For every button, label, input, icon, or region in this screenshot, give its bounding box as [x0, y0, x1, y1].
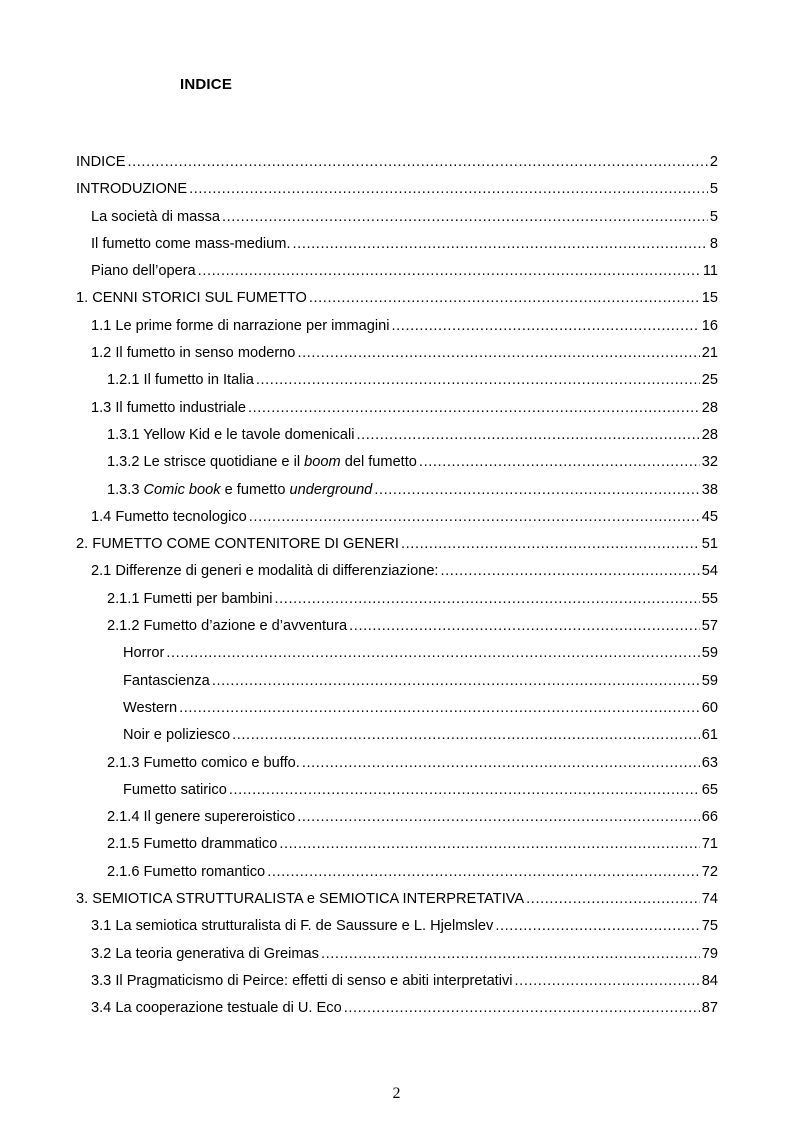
- toc-entry-title: [76, 288, 307, 308]
- toc-entry-title: [123, 698, 177, 718]
- toc-entry-title: [123, 780, 227, 800]
- toc-entry-page: 32: [701, 454, 718, 471]
- toc-title-part: Il fumetto come mass-medium.: [91, 235, 291, 252]
- toc-title-part: 2.1.4 Il genere supereroistico: [107, 809, 296, 826]
- dot-leader: [392, 316, 700, 336]
- toc-title-part: Piano dell’opera: [91, 263, 196, 280]
- dot-leader: [198, 261, 701, 281]
- toc-entry-page: 84: [701, 972, 718, 989]
- toc-entry-page: 8: [709, 235, 718, 252]
- toc-entry-page: 66: [701, 809, 718, 826]
- toc-entry-page: 59: [701, 645, 718, 662]
- toc-entry[interactable]: [76, 753, 718, 780]
- toc-title-part: 2.1.3 Fumetto comico e buffo.: [107, 754, 300, 771]
- toc-entry-title: [91, 998, 342, 1018]
- toc-entry-title: [91, 916, 493, 936]
- toc-entry-title: [107, 862, 265, 882]
- dot-leader: [256, 370, 700, 390]
- toc-entry[interactable]: [76, 698, 718, 725]
- toc-title-part: 2.1.6 Fumetto romantico: [107, 863, 266, 880]
- toc-entry-title: [91, 507, 247, 527]
- toc-entry[interactable]: [76, 343, 718, 370]
- toc-title-part: INTRODUZIONE: [76, 181, 188, 198]
- toc-title-part: 1.3.3: [107, 481, 144, 498]
- page-number: 2: [392, 1085, 401, 1102]
- toc-title-part: Noir e poliziesco: [123, 727, 231, 744]
- toc-entry-page: 57: [701, 618, 718, 635]
- toc-entry-page: 54: [701, 563, 718, 580]
- toc-entry[interactable]: [76, 834, 718, 861]
- toc-entry-title: [107, 370, 254, 390]
- toc-entry[interactable]: [76, 507, 718, 534]
- toc-entry-page: 51: [701, 536, 718, 553]
- toc-entry-page: 15: [701, 290, 718, 307]
- toc-entry[interactable]: [76, 725, 718, 752]
- toc-entry[interactable]: [76, 998, 718, 1025]
- dot-leader: [441, 561, 700, 581]
- toc-title-part: Horror: [123, 645, 165, 662]
- toc-entry-page: 74: [701, 891, 718, 908]
- toc-entry-title: [91, 207, 220, 227]
- toc-entry-title: [107, 753, 300, 773]
- toc-entry-page: 59: [701, 672, 718, 689]
- toc-title-part: del fumetto: [340, 454, 417, 471]
- toc-title-part: INDICE: [76, 154, 126, 170]
- toc-title-part: 1.4 Fumetto tecnologico: [91, 508, 247, 525]
- toc-title-part: boom: [304, 454, 341, 471]
- toc-entry[interactable]: [76, 862, 718, 889]
- toc-title-part: Western: [123, 699, 178, 716]
- dot-leader: [248, 398, 700, 418]
- toc-entry-title: [91, 971, 513, 991]
- toc-title-part: Fumetto satirico: [123, 781, 227, 798]
- toc-entry-title: [91, 944, 319, 964]
- toc-title-part: 1.3.1 Yellow Kid e le tavole domenicali: [107, 426, 355, 443]
- toc-entry[interactable]: [76, 370, 718, 397]
- toc-entry[interactable]: [76, 561, 718, 588]
- toc-title-part: Fantascienza: [123, 672, 210, 689]
- toc-entry-page: 11: [702, 263, 718, 280]
- dot-leader: [321, 944, 700, 964]
- dot-leader: [179, 698, 700, 718]
- toc-entry-page: 55: [701, 590, 718, 607]
- dot-leader: [229, 780, 700, 800]
- toc-entry-title: [107, 480, 372, 500]
- toc-title-part: 2.1.1 Fumetti per bambini: [107, 590, 273, 607]
- toc-entry-title: [76, 889, 524, 909]
- page-title: INDICE: [180, 76, 233, 93]
- dot-leader: [349, 616, 700, 636]
- dot-leader: [232, 725, 700, 745]
- dot-leader: [274, 589, 699, 609]
- toc-title-part: 3.1 La semiotica strutturalista di F. de Saussure e L. Hjelmslev: [91, 918, 494, 935]
- toc-entry-page: 79: [701, 945, 718, 962]
- toc-entry-page: 45: [701, 508, 718, 525]
- toc-entry-title: [123, 671, 210, 691]
- toc-title-part: 2.1 Differenze di generi e modalità di differenziazione:: [91, 563, 439, 580]
- toc-entry-page: 75: [701, 918, 718, 935]
- toc-entry-title: [76, 534, 399, 554]
- toc-entry-title: [107, 807, 295, 827]
- toc-entry-title: [107, 834, 277, 854]
- toc-title-part: 2.1.2 Fumetto d’azione e d’avventura: [107, 618, 348, 635]
- toc-entry-title: [107, 616, 347, 636]
- toc-entry[interactable]: [76, 944, 718, 971]
- toc-entry[interactable]: [76, 207, 718, 234]
- toc-entry-title: [107, 589, 272, 609]
- toc-title-part: Comic book: [143, 481, 221, 498]
- dot-leader: [249, 507, 700, 527]
- toc-entry[interactable]: [76, 807, 718, 834]
- toc-entry-page: 5: [709, 181, 718, 198]
- toc-entry[interactable]: [76, 179, 718, 206]
- toc-entry[interactable]: [76, 643, 718, 670]
- toc-title-part: 3.3 Il Pragmaticismo di Peirce: effetti di senso e abiti interpretativi: [91, 972, 513, 989]
- dot-leader: [515, 971, 700, 991]
- toc-title-part: 1.1 Le prime forme di narrazione per immagini: [91, 317, 390, 334]
- toc-entry-title: [107, 452, 417, 472]
- toc-entry[interactable]: [76, 288, 718, 315]
- toc-entry-page: 72: [701, 863, 718, 880]
- toc-entry[interactable]: [76, 261, 718, 288]
- toc-title-part: 1.3.2 Le strisce quotidiane e il: [107, 454, 305, 471]
- toc-entry-page: 28: [701, 426, 718, 443]
- dot-leader: [356, 425, 699, 445]
- toc-entry-title: [76, 152, 125, 172]
- dot-leader: [309, 288, 700, 308]
- dot-leader: [166, 643, 699, 663]
- toc-title-part: e fumetto: [220, 481, 290, 498]
- toc-entry-page: 71: [701, 836, 718, 853]
- toc-entry-title: [91, 561, 439, 581]
- toc-entry-page: 28: [701, 399, 718, 416]
- toc-entry-title: [123, 643, 164, 663]
- dot-leader: [297, 807, 700, 827]
- toc-entry[interactable]: [76, 234, 718, 261]
- toc-entry-title: [91, 343, 295, 363]
- toc-title-part: 1.2 Il fumetto in senso moderno: [91, 345, 296, 362]
- dot-leader: [127, 152, 707, 172]
- toc-entry-title: [107, 425, 354, 445]
- dot-leader: [297, 343, 699, 363]
- dot-leader: [293, 234, 708, 254]
- toc-entry-page: 38: [701, 481, 718, 498]
- dot-leader: [189, 179, 708, 199]
- dot-leader: [279, 834, 699, 854]
- toc-entry-page: 65: [701, 781, 718, 798]
- dot-leader: [401, 534, 700, 554]
- toc-entry-page: 87: [701, 1000, 718, 1017]
- toc-title-part: 1.3 Il fumetto industriale: [91, 399, 246, 416]
- toc-entry[interactable]: [76, 425, 718, 452]
- toc-entry-title: [91, 316, 390, 336]
- toc-entry[interactable]: [76, 534, 718, 561]
- dot-leader: [222, 207, 708, 227]
- toc-title-part: 2.1.5 Fumetto drammatico: [107, 836, 278, 853]
- toc-entry[interactable]: [76, 152, 718, 179]
- dot-leader: [344, 998, 700, 1018]
- dot-leader: [419, 452, 700, 472]
- toc-entry[interactable]: [76, 780, 718, 807]
- toc-entry[interactable]: [76, 589, 718, 616]
- dot-leader: [212, 671, 700, 691]
- toc-entry-page: 25: [701, 372, 718, 389]
- toc-entry[interactable]: [76, 971, 718, 998]
- toc-entry-title: [76, 179, 187, 199]
- toc-entry[interactable]: [76, 671, 718, 698]
- toc-entry-page: 16: [701, 317, 718, 334]
- table-of-contents: [76, 152, 718, 1026]
- toc-entry[interactable]: [76, 616, 718, 643]
- dot-leader: [302, 753, 700, 773]
- toc-title-part: 1.2.1 Il fumetto in Italia: [107, 372, 254, 389]
- toc-title-part: 3.4 La cooperazione testuale di U. Eco: [91, 1000, 342, 1017]
- toc-entry[interactable]: [76, 452, 718, 479]
- toc-title-part: La società di massa: [91, 208, 220, 225]
- dot-leader: [526, 889, 700, 909]
- toc-entry[interactable]: [76, 398, 718, 425]
- toc-entry-title: [91, 398, 246, 418]
- toc-entry-title: [91, 261, 196, 281]
- toc-entry-page: 61: [701, 727, 718, 744]
- toc-entry-page: 21: [701, 345, 718, 362]
- toc-title-part: 2. FUMETTO COME CONTENITORE DI GENERI: [76, 536, 399, 553]
- toc-entry-page: 60: [701, 699, 718, 716]
- toc-title-part: 1. CENNI STORICI SUL FUMETTO: [76, 290, 307, 307]
- toc-entry-page: 2: [709, 154, 718, 170]
- toc-title-part: 3. SEMIOTICA STRUTTURALISTA e SEMIOTICA INTERPRETATIVA: [76, 891, 525, 908]
- toc-entry-title: [91, 234, 291, 254]
- toc-entry[interactable]: [76, 916, 718, 943]
- toc-entry[interactable]: [76, 889, 718, 916]
- toc-entry-title: [123, 725, 230, 745]
- toc-entry[interactable]: [76, 480, 718, 507]
- toc-title-part: underground: [289, 481, 373, 498]
- toc-title-part: 3.2 La teoria generativa di Greimas: [91, 945, 319, 962]
- toc-entry-page: 5: [709, 208, 718, 225]
- dot-leader: [495, 916, 699, 936]
- dot-leader: [374, 480, 699, 500]
- dot-leader: [267, 862, 700, 882]
- toc-entry-page: 63: [701, 754, 718, 771]
- toc-entry[interactable]: [76, 316, 718, 343]
